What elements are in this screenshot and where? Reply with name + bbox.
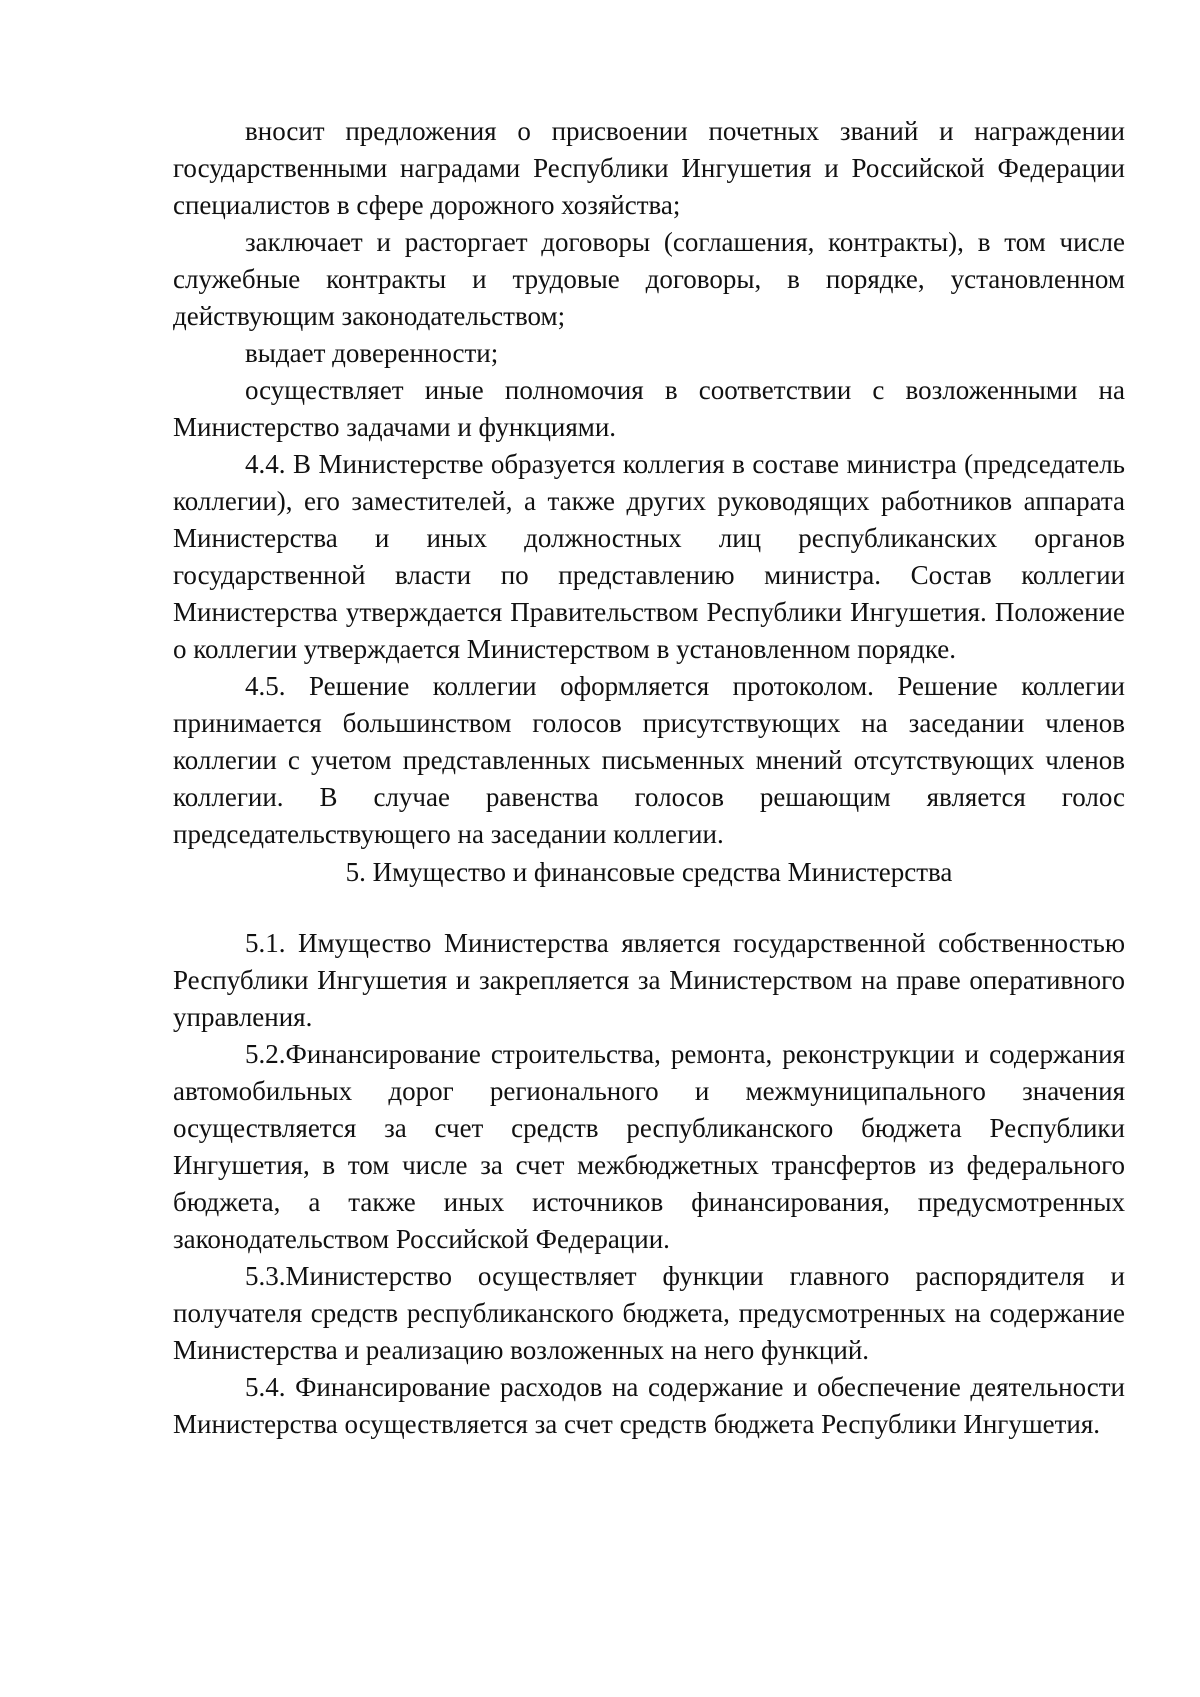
paragraph-power-of-attorney: выдает доверенности;	[245, 338, 499, 368]
document-body	[173, 113, 1125, 1443]
paragraph-5-3: 5.3.Министерство осуществляет функции главного распорядителя и получателя средств республиканского бюджета, предусмотренных на содержание Министерства и реализацию возложенных на него функций.	[173, 1261, 1125, 1365]
section-heading-5: 5. Имущество и финансовые средства Министерства	[345, 857, 953, 887]
paragraph-4-4: 4.4. В Министерстве образуется коллегия в составе министра (председатель коллегии), его заместителей, а также других руководящих работников аппарата Министерства и иных должностных лиц республиканских органов государственной власти по представлению министра. Состав коллегии Министерства утверждается Правительством Республики Ингушетия. Положение о коллегии утверждается Министерством в установленном порядке.	[173, 449, 1125, 664]
paragraph-contracts: заключает и расторгает договоры (соглашения, контракты), в том числе служебные контракты и трудовые договоры, в порядке, установленном действующим законодательством;	[173, 227, 1125, 331]
paragraph-honorary-titles: вносит предложения о присвоении почетных званий и награждении государственными наградами Республики Ингушетия и Российской Федерации специалистов в сфере дорожного хозяйства;	[173, 116, 1125, 220]
paragraph-5-2: 5.2.Финансирование строительства, ремонта, реконструкции и содержания автомобильных дорог регионального и межмуниципального значения осуществляется за счет средств республиканского бюджета Республики Ингушетия, в том числе за счет межбюджетных трансфертов из федерального бюджета, а также иных источников финансирования, предусмотренных законодательством Российской Федерации.	[173, 1039, 1125, 1254]
paragraph-other-powers: осуществляет иные полномочия в соответствии с возложенными на Министерство задачами и функциями.	[173, 375, 1125, 442]
paragraph-5-1: 5.1. Имущество Министерства является государственной собственностью Республики Ингушетия и закрепляется за Министерством на праве оперативного управления.	[173, 928, 1125, 1032]
paragraph-5-4: 5.4. Финансирование расходов на содержание и обеспечение деятельности Министерства осуществляется за счет средств бюджета Республики Ингушетия.	[173, 1372, 1125, 1439]
paragraph-4-5: 4.5. Решение коллегии оформляется протоколом. Решение коллегии принимается большинством голосов присутствующих на заседании членов коллегии с учетом представленных письменных мнений отсутствующих членов коллегии. В случае равенства голосов решающим является голос председательствующего на заседании коллегии.	[173, 671, 1125, 849]
